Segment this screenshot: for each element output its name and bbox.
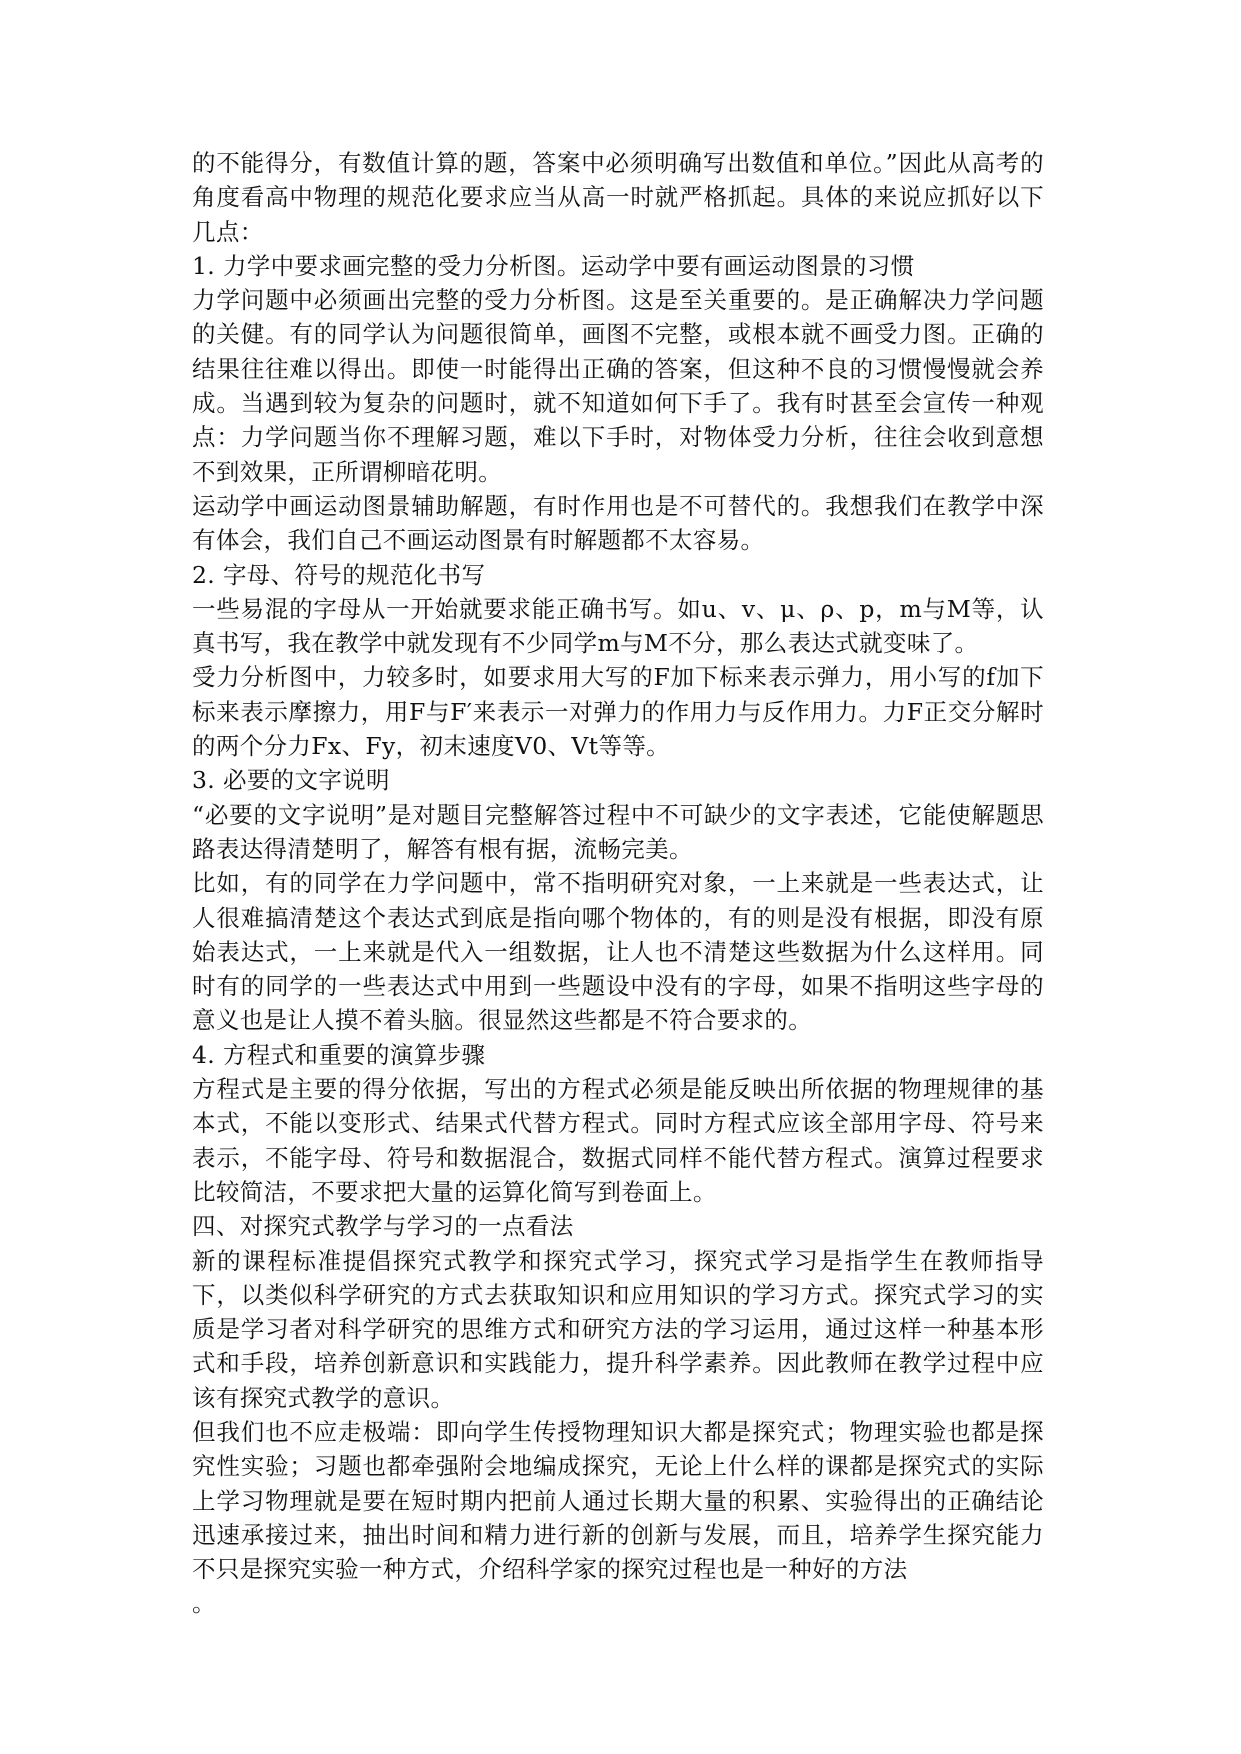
document-body bbox=[192, 146, 1044, 1621]
paragraph-inquiry: 新的课程标准提倡探究式教学和探究式学习，探究式学习是指学生在教师指导下，以类似科学研究的方式去获取知识和应用知识的学习方式。探究式学习的实质是学习者对科学研究的思维方式和研究方法的学习运用，通过这样一种基本形式和手段，培养创新意识和实践能力，提升科学素养。因此教师在教学过程中应该有探究式教学的意识。 bbox=[192, 1246, 1044, 1412]
paragraph-force-diagram: 力学问题中必须画出完整的受力分析图。这是至关重要的。是正确解决力学问题的关健。有的同学认为问题很简单，画图不完整，或根本就不画受力图。正确的结果往往难以得出。即使一时能得出正确的答案，但这种不良的习惯慢慢就会养成。当遇到较为复杂的问题时，就不知道如何下手了。我有时甚至会宣传一种观点：力学问题当你不理解习题，难以下手时，对物体受力分析，往往会收到意想不到效果，正所谓柳暗花明。 bbox=[192, 286, 1044, 486]
heading-force-diagram: 1. 力学中要求画完整的受力分析图。运动学中要有画运动图景的习惯 bbox=[192, 251, 915, 280]
paragraph-motion-diagram: 运动学中画运动图景辅助解题，有时作用也是不可替代的。我想我们在教学中深有体会，我们自己不画运动图景有时解题都不太容易。 bbox=[192, 491, 1044, 555]
paragraph-text-explanation: “必要的文字说明”是对题目完整解答过程中不可缺少的文字表述，它能使解题思路表达得清楚明了，解答有根有据，流畅完美。 bbox=[192, 800, 1044, 863]
paragraph-equations: 方程式是主要的得分依据，写出的方程式必须是能反映出所依据的物理规律的基本式，不能以变形式、结果式代替方程式。同时方程式应该全部用字母、符号来表示，不能字母、符号和数据混合，数据式同样不能代替方程式。演算过程要求比较简洁，不要求把大量的运算化简写到卷面上。 bbox=[192, 1075, 1044, 1206]
paragraph-symbols: 一些易混的字母从一开始就要求能正确书写。如u、v、μ、ρ、p，m与M等，认真书写，我在教学中就发现有不少同学m与M不分，那么表达式就变味了。 bbox=[192, 594, 1044, 658]
paragraph-caution: 但我们也不应走极端：即向学生传授物理知识大都是探究式；物理实验也都是探究性实验；习题也都牵强附会地编成探究，无论上什么样的课都是探究式的实际上学习物理就是要在短时期内把前人通过长期大量的积累、实验得出的正确结论迅速承接过来，抽出时间和精力进行新的创新与发展，而且，培养学生探究能力不只是探究实验一种方式，介绍科学家的探究过程也是一种好的方法 bbox=[192, 1417, 1044, 1584]
heading-equations: 4. 方程式和重要的演算步骤 bbox=[192, 1040, 486, 1069]
paragraph-force-notation: 受力分析图中，力较多时，如要求用大写的F加下标来表示弹力，用小写的f加下标来表示摩擦力，用F与F′来表示一对弹力的作用力与反作用力。力F正交分解时的两个分力Fx、Fy，初末速度V0、Vt等等。 bbox=[192, 663, 1044, 761]
paragraph-intro: 的不能得分，有数值计算的题，答案中必须明确写出数值和单位。”因此从高考的角度看高中物理的规范化要求应当从高一时就严格抓起。具体的来说应抓好以下几点： bbox=[192, 149, 1044, 246]
paragraph-trailing-period: 。 bbox=[192, 1589, 216, 1618]
heading-inquiry: 四、对探究式教学与学习的一点看法 bbox=[192, 1212, 574, 1241]
heading-symbols: 2. 字母、符号的规范化书写 bbox=[192, 560, 486, 589]
paragraph-example: 比如，有的同学在力学问题中，常不指明研究对象，一上来就是一些表达式，让人很难搞清楚这个表达式到底是指向哪个物体的，有的则是没有根据，即没有原始表达式，一上来就是代入一组数据，让人也不清楚这些数据为什么这样用。同时有的同学的一些表达式中用到一些题设中没有的字母，如果不指明这些字母的意义也是让人摸不着头脑。很显然这些都是不符合要求的。 bbox=[192, 869, 1044, 1035]
heading-text-explanation: 3. 必要的文字说明 bbox=[192, 766, 390, 795]
